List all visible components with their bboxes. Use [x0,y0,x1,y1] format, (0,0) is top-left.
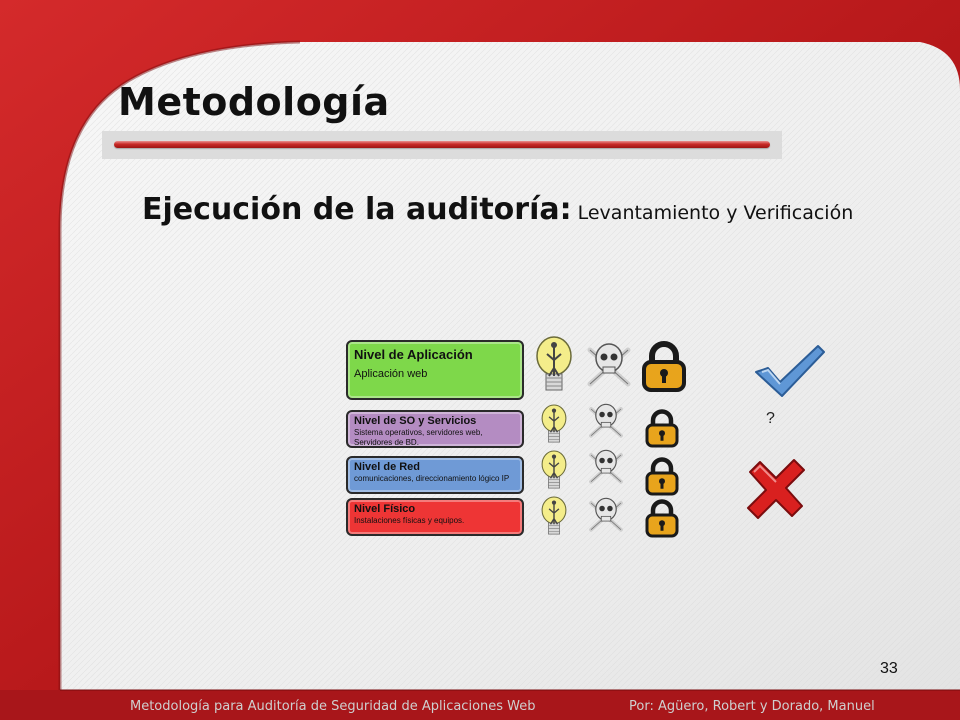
slide-subtitle [142,192,853,227]
lightbulb-person-icon [534,336,574,398]
level-description: Sistema operativos, servidores web, Servidores de BD. [354,428,483,447]
checkmark-icon [752,342,828,398]
subtitle-sub: Levantamiento y Verificación [577,202,854,224]
footer-left: Metodología para Auditoría de Seguridad de Aplicaciones Web [130,699,536,714]
slide-title: Metodología [118,80,390,124]
padlock-icon [644,498,680,538]
padlock-icon [640,340,688,392]
lightbulb-person-icon [540,450,568,494]
level-description: Instalaciones físicas y equipos. [354,516,465,525]
skull-crossbones-icon [584,336,634,392]
level-name: Nivel de Red [354,461,421,473]
level-description: comunicaciones, direccionamiento lógico IP [354,474,510,483]
padlock-icon [644,408,680,448]
subtitle-main: Ejecución de la auditoría: [142,192,572,227]
question-mark: ? [766,410,775,427]
level-physical [346,498,524,536]
footer-right: Por: Agüero, Robert y Dorado, Manuel [629,699,875,714]
skull-crossbones-icon [586,492,626,536]
level-os-services [346,410,524,448]
level-name: Nivel de Aplicación [354,347,473,362]
title-rule [102,131,782,159]
lightbulb-person-icon [540,496,568,540]
skull-crossbones-icon [586,444,626,488]
cross-icon [744,458,808,520]
page-number: 33 [880,660,898,677]
level-name: Nivel Físico [354,503,416,515]
lightbulb-person-icon [540,404,568,448]
level-network [346,456,524,494]
level-description: Aplicación web [354,368,428,380]
padlock-icon [644,456,680,496]
level-name: Nivel de SO y Servicios [354,415,477,427]
level-application [346,340,524,400]
skull-crossbones-icon [586,398,626,442]
